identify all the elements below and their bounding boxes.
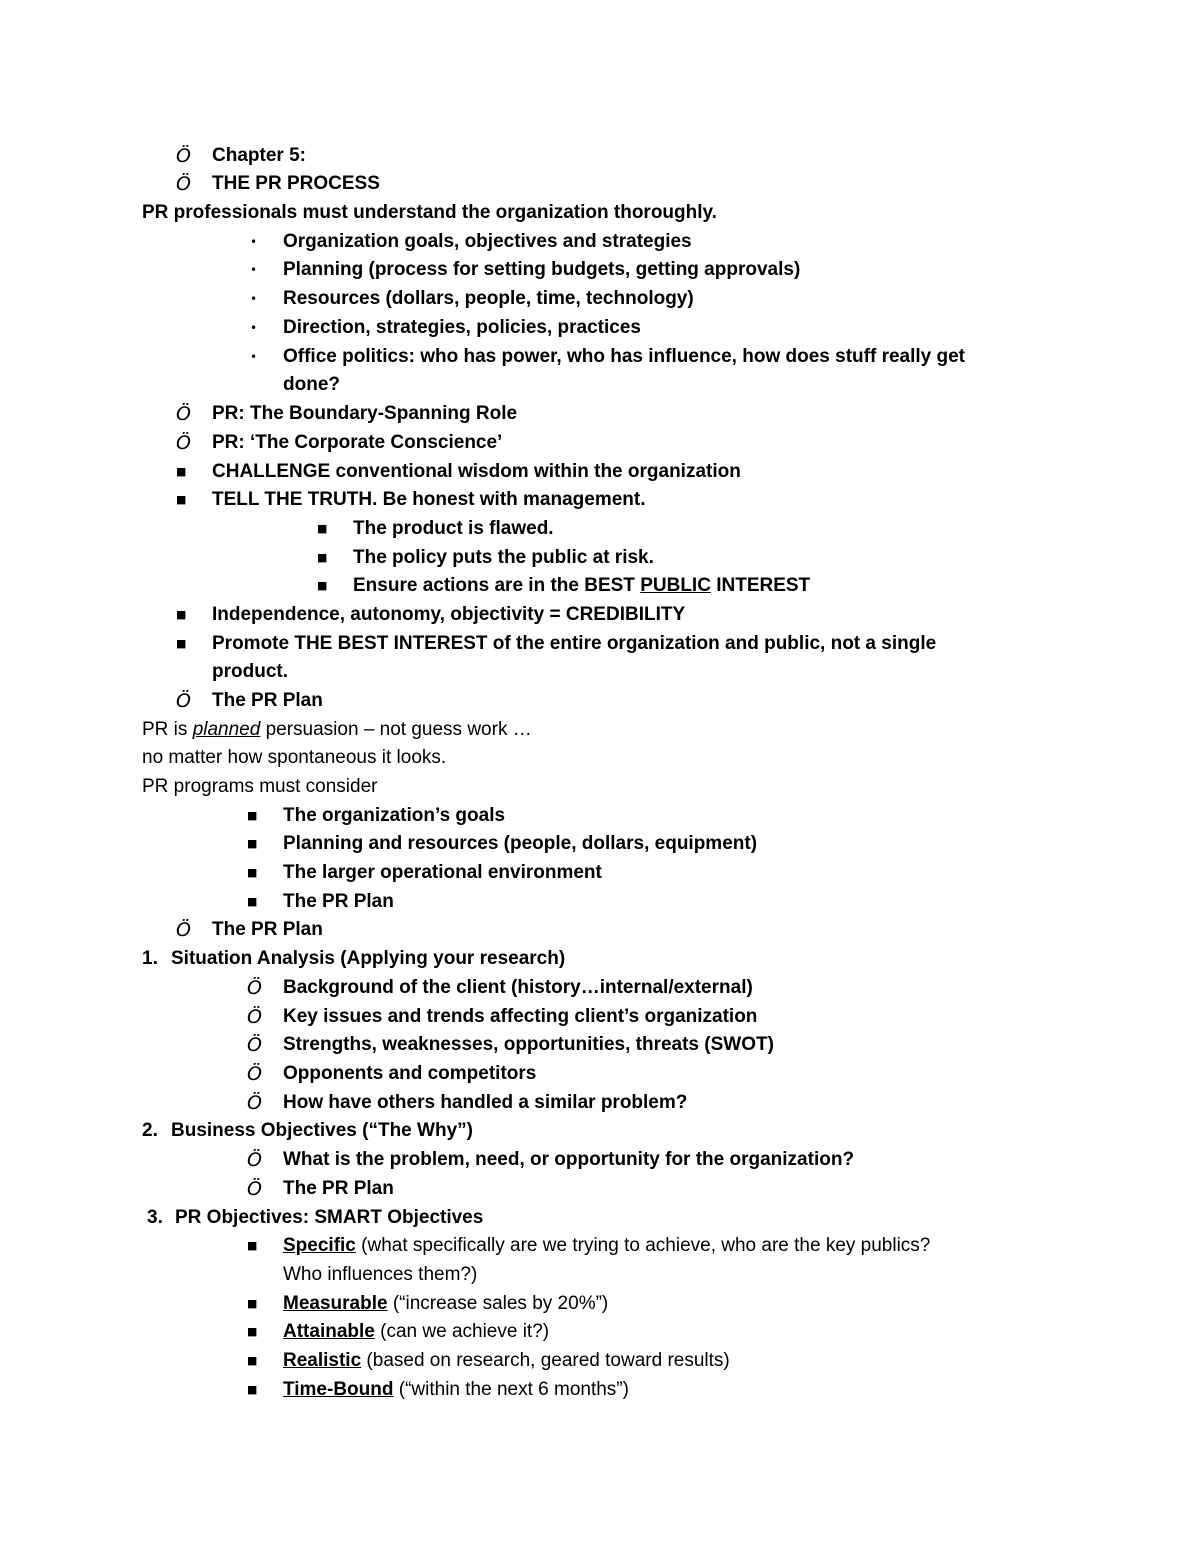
- swirl-bullet-icon: Ö: [247, 1149, 262, 1171]
- square-bullet-icon: ■: [317, 579, 328, 592]
- square-bullet-icon: ■: [176, 493, 187, 506]
- paragraph: PR programs must consider: [142, 776, 378, 797]
- square-bullet-icon: ■: [176, 465, 187, 478]
- square-bullet-icon: ■: [176, 637, 187, 650]
- square-bullet-icon: ■: [247, 895, 258, 908]
- square-bullet-icon: ■: [247, 1383, 258, 1396]
- paragraph: PR professionals must understand the organization thoroughly.: [142, 202, 717, 223]
- square-bullet-icon: ■: [247, 1239, 258, 1252]
- swirl-bullet-icon: Ö: [176, 919, 191, 941]
- swirl-bullet-icon: Ö: [247, 977, 262, 999]
- square-bullet-icon: ■: [176, 608, 187, 621]
- list-item-continuation: product.: [212, 661, 288, 682]
- swirl-bullet-icon: Ö: [247, 1178, 262, 1200]
- swirl-bullet-icon: Ö: [176, 403, 191, 425]
- square-bullet-icon: ■: [247, 1354, 258, 1367]
- swirl-bullet-icon: Ö: [176, 690, 191, 712]
- square-bullet-icon: ■: [317, 551, 328, 564]
- square-bullet-icon: ■: [247, 1297, 258, 1310]
- dot-bullet-icon: •: [250, 350, 258, 364]
- swirl-bullet-icon: Ö: [247, 1034, 262, 1056]
- swirl-bullet-icon: Ö: [176, 173, 191, 195]
- swirl-bullet-icon: Ö: [247, 1063, 262, 1085]
- dot-bullet-icon: •: [250, 235, 258, 249]
- swirl-bullet-icon: Ö: [247, 1006, 262, 1028]
- square-bullet-icon: ■: [247, 837, 258, 850]
- square-bullet-icon: ■: [247, 866, 258, 879]
- list-item-continuation: done?: [283, 374, 340, 395]
- paragraph: no matter how spontaneous it looks.: [142, 747, 447, 768]
- dot-bullet-icon: •: [250, 321, 258, 335]
- list-item-continuation: Who influences them?): [283, 1264, 478, 1285]
- dot-bullet-icon: •: [250, 263, 258, 277]
- swirl-bullet-icon: Ö: [176, 145, 191, 167]
- dot-bullet-icon: •: [250, 292, 258, 306]
- square-bullet-icon: ■: [247, 809, 258, 822]
- square-bullet-icon: ■: [247, 1325, 258, 1338]
- swirl-bullet-icon: Ö: [176, 432, 191, 454]
- swirl-bullet-icon: Ö: [247, 1092, 262, 1114]
- square-bullet-icon: ■: [317, 522, 328, 535]
- paragraph: PR is planned persuasion – not guess work …: [142, 719, 532, 740]
- document-page: Ö Chapter 5: Ö THE PR PROCESS PR professionals must understand the organization thoroughly. • Organization goals, objectives and strategies • Planning (process for setting budgets, getting approvals) • Resources (dollars, people, time, technology) • Direction, strategies, policies, practices • Office politics: who has power, who has influence, how does stuff really get done? Ö PR: The Boundary-Spanning Role Ö PR: ‘The Corporate Conscience’ ■ CHALLENGE conventional wisdom within the organization ■ TELL THE TRUTH. Be honest with management. ■ The product is flawed. ■ The policy puts the public at risk. ■ Ensure actions are in the BEST PUBLIC INTEREST ■ Independence, autonomy, objectivity = CREDIBILITY ■ Promote THE BEST INTEREST of the entire organization and public, not a single product. Ö The PR Plan PR is planned persuasion – not guess work … no matter how spontaneous it looks. PR programs must consider ■ The organization’s goals ■ Planning and resources (people, dollars, equipment) ■ The larger operational environment ■ The PR Plan Ö The PR Plan 1. Situation Analysis (Applying your research) Ö Background of the client (history…internal/external) Ö Key issues and trends affecting client’s organization Ö Strengths, weaknesses, opportunities, threats (SWOT) Ö Opponents and competitors Ö How have others handled a similar problem? 2. Business Objectives (“The Why”) Ö What is the problem, need, or opportunity for the organization? Ö The PR Plan 3. PR Objectives: SMART Objectives ■ Specific (what specifically are we trying to achieve, who are the key publics? Who influences them?) ■ Measurable (“increase sales by 20%”) ■ Attainable (can we achieve it?) ■ Realistic (based on research, geared toward results) ■ Time-Bound (“within the next 6 months”): [0, 0, 1200, 1553]
